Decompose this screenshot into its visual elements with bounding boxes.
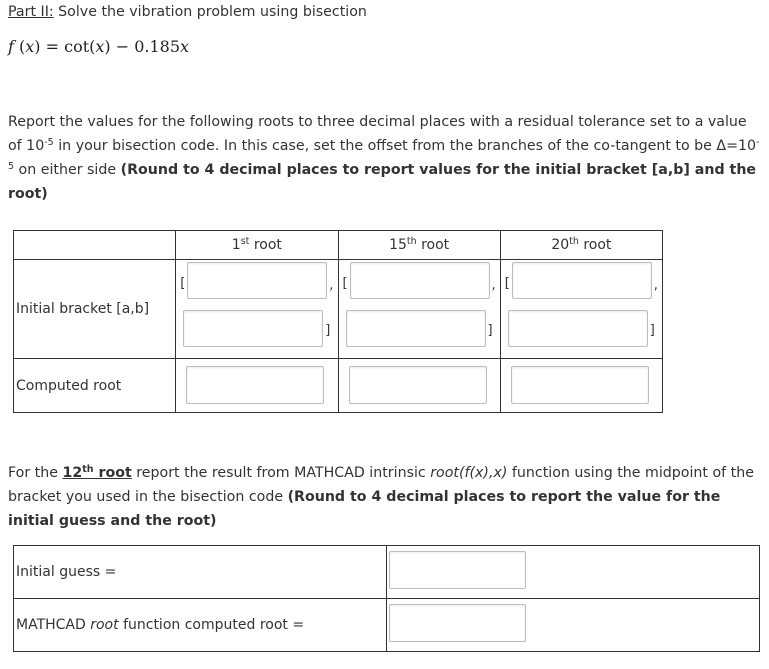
para2-link-word: root	[93, 465, 132, 481]
header-20-word: root	[578, 237, 612, 253]
computed-root-cell-20	[500, 359, 662, 413]
header-1-num: 1	[231, 237, 241, 253]
header-root-20	[500, 231, 662, 260]
open-bracket: [	[342, 276, 348, 291]
mathcad-table	[13, 545, 760, 652]
header-20-num: 20	[551, 237, 570, 253]
computed-root-input-20[interactable]	[511, 366, 649, 404]
bracket-cell-root-15	[338, 260, 500, 359]
bracket-cell-root-20	[500, 260, 662, 359]
formula-middle: ) = cot(	[34, 37, 96, 56]
intro-text-1: Report the values for the following roots to three decimal places with a residual tolerance set to a value of 10	[8, 114, 747, 154]
part-title	[8, 4, 367, 20]
formula-f: f	[8, 37, 14, 56]
para2-text-1: For the	[8, 465, 63, 481]
intro-text-3: on either side	[14, 162, 121, 178]
header-root-1	[176, 231, 338, 260]
header-1-sup: st	[240, 236, 250, 247]
intro-text-2: in your bisection code. In this case, set the offset from the branches of the co-tangent to be Δ=10	[53, 138, 757, 154]
formula-x3: x	[180, 37, 190, 56]
row-label-computed-root: Computed root	[14, 359, 176, 413]
comma: ,	[329, 278, 334, 293]
bracket-b-input-root-1[interactable]	[183, 310, 323, 347]
corner-cell	[14, 231, 176, 260]
computed-root-cell-1	[176, 359, 338, 413]
para2-link-num: 12	[62, 465, 83, 481]
row-label-bracket: Initial bracket [a,b]	[14, 260, 176, 359]
mathcad-prefix: MATHCAD	[16, 617, 91, 633]
para2-text-2: report the result from MATHCAD intrinsic	[131, 465, 431, 481]
initial-guess-cell	[387, 546, 760, 599]
formula-end: ) − 0.185	[104, 37, 181, 56]
mathcad-instructions-paragraph	[8, 461, 760, 533]
bracket-b-input-root-15[interactable]	[346, 310, 486, 347]
para2-bold-note: (Round to 4 decimal places to report the value for the initial guess and the root)	[8, 489, 721, 529]
roots-table	[13, 230, 663, 413]
bracket-b-input-root-20[interactable]	[508, 310, 648, 347]
close-bracket: ]	[649, 323, 655, 338]
mathcad-root-label	[14, 599, 387, 652]
mathcad-root-cell	[387, 599, 760, 652]
bracket-a-input-root-1[interactable]	[187, 262, 327, 299]
instructions-paragraph	[8, 110, 760, 206]
initial-guess-label: Initial guess =	[14, 546, 387, 599]
formula-x1: x	[25, 37, 35, 56]
bracket-a-input-root-15[interactable]	[350, 262, 490, 299]
computed-root-input-15[interactable]	[349, 366, 487, 404]
mathcad-root-italic: root	[90, 617, 119, 633]
intro-exponent-1: -5	[44, 137, 54, 148]
part-label: Part II:	[8, 4, 54, 20]
computed-root-cell-15	[338, 359, 500, 413]
formula-x2: x	[95, 37, 105, 56]
mathcad-root-input[interactable]	[389, 604, 526, 642]
twelfth-root-link	[62, 465, 131, 481]
para2-root-function: root(f(x),x)	[430, 465, 508, 481]
part-title-text: Solve the vibration problem using bisection	[53, 4, 367, 20]
bracket-a-input-root-20[interactable]	[512, 262, 652, 299]
header-15-num: 15	[389, 237, 407, 253]
para2-text-3: function using the midpoint of the bracket you used in the bisection code	[8, 465, 754, 505]
bracket-cell-root-1	[176, 260, 338, 359]
header-15-word: root	[416, 237, 450, 253]
intro-exponent-2: -5	[8, 137, 760, 172]
comma: ,	[491, 278, 496, 293]
close-bracket: ]	[487, 323, 493, 338]
intro-bold-note: (Round to 4 decimal places to report values for the initial bracket [a,b] and the root)	[8, 162, 757, 202]
header-20-sup: th	[569, 236, 579, 247]
close-bracket: ]	[325, 323, 331, 338]
header-15-sup: th	[406, 236, 417, 247]
mathcad-suffix: function computed root =	[118, 617, 305, 633]
comma: ,	[653, 278, 658, 293]
computed-root-input-1[interactable]	[186, 366, 324, 404]
initial-guess-input[interactable]	[389, 551, 526, 589]
header-1-word: root	[249, 237, 282, 253]
function-formula: f (x) = cot(x) − 0.185x	[8, 37, 190, 56]
open-bracket: [	[180, 276, 186, 291]
open-bracket: [	[504, 276, 510, 291]
header-root-15	[338, 231, 500, 260]
para2-link-sup: th	[82, 464, 94, 475]
